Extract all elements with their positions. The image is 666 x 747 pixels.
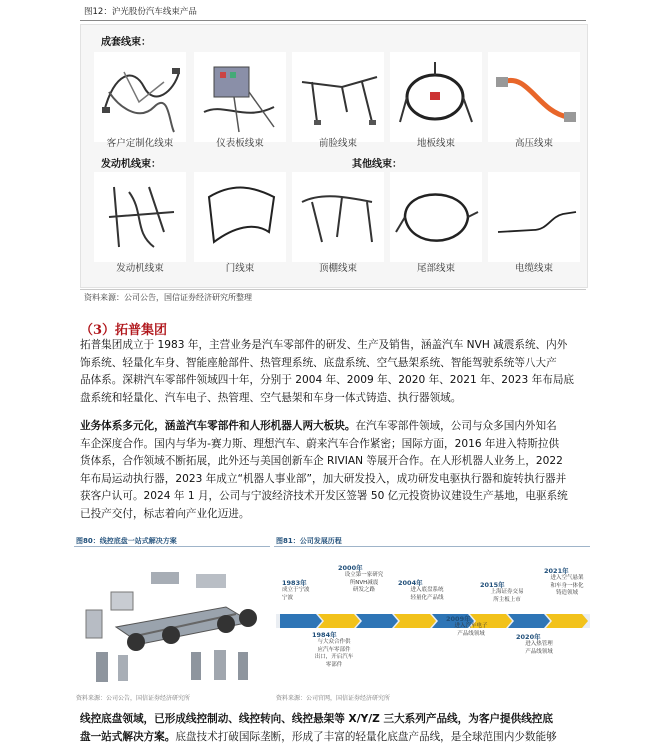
paragraph-line: 品体系。深耕汽车零部件领域四十年，分别于 2004 年、2009 年、2020 年、2021 年、2023 年布局底: [80, 374, 575, 387]
product-caption: 门线束: [225, 263, 255, 274]
figure-80-source: 资料来源：公司公告，国信证券经济研究所: [76, 695, 191, 702]
figure-81-source: 资料来源：公司官网，国信证券经济研究所: [276, 695, 391, 702]
timeline-year: 1983年: [282, 579, 307, 587]
product-caption: 顶棚线束: [318, 263, 357, 274]
product-image-cable-harness: [488, 172, 580, 262]
product-image-custom-harness: [94, 52, 186, 142]
bold-lead: 盘一站式解决方案。: [80, 730, 176, 743]
timeline-year: 2000年: [338, 564, 363, 572]
timeline-event: [516, 632, 562, 656]
section-label-engine-harness: 发动机线束：: [101, 159, 161, 170]
product-caption: 前脸线束: [318, 138, 357, 149]
product-image-tail-harness: [390, 172, 482, 262]
timeline-text: 上海证券交易 所主板上市: [490, 589, 524, 603]
product-image-roof-harness: [292, 172, 384, 262]
product-image-floor-harness: [390, 52, 482, 142]
timeline-event: [282, 578, 322, 602]
paragraph-line: 车企深度合作。国内与华为-赛力斯、理想汽车、蔚来汽车合作紧密；国际方面，2016 年进入特斯拉供: [80, 437, 560, 450]
timeline-year: 2021年: [544, 567, 569, 575]
paragraph-line: [80, 418, 568, 436]
product-caption: 客户定制化线束: [106, 138, 174, 149]
paragraph-line: 线控底盘领域，已形成线控制动、线控转向、线控悬架等 X/Y/Z 三大系列产品线，为客户提供线控底: [80, 713, 553, 725]
timeline-event: [446, 614, 496, 638]
figure-source: 资料来源：公司公告，国信证券经济研究所整理: [84, 293, 252, 302]
timeline-text: 进入汽车电子 产品线领域: [454, 623, 488, 637]
timeline-text: 设立第一家研究 所NVH减震 研发之路: [344, 572, 384, 593]
timeline-event: [312, 630, 356, 669]
paragraph-company-intro: [80, 337, 574, 407]
product-image-door-harness: [194, 172, 286, 262]
product-image-high-voltage-harness: [488, 52, 580, 142]
timeline-year: 2004年: [398, 579, 423, 587]
timeline-event: [338, 563, 390, 595]
figure-81-title: 图81：公司发展历程: [276, 537, 342, 545]
paragraph-text: 底盘技术打破国际垄断，形成了丰富的轻量化底盘产品线，是全球范围内少数能够: [175, 730, 557, 743]
paragraph-business: [80, 418, 568, 524]
section-label-other-harness: 其他线束：: [352, 159, 402, 170]
paragraph-line: 年布局运动执行器，2023 年成立“机器人事业部”，加大研发投入，成功研发电驱执行器和旋转执行器并: [80, 472, 567, 485]
figure-81-rule: [274, 546, 590, 547]
timeline-year: 1984年: [312, 631, 337, 639]
timeline-year: 2009年: [446, 615, 471, 623]
paragraph-line: 获客户认可。2024 年 1 月，公司与宁波经济技术开发区签署 50 亿元投资协议建设生产基地，电驱系统: [80, 490, 568, 503]
figure-80-title: 图80：线控底盘一站式解决方案: [76, 537, 177, 545]
product-caption: 高压线束: [514, 138, 553, 149]
section-label-complete-harness: 成套线束：: [101, 37, 151, 48]
timeline-event: [398, 578, 456, 602]
product-image-front-harness: [292, 52, 384, 142]
product-caption: 仪表板线束: [216, 138, 264, 149]
caption-rule: [80, 20, 586, 21]
timeline-chart: [276, 552, 590, 692]
product-caption: 电缆线束: [514, 263, 553, 274]
timeline-year: 2020年: [516, 633, 541, 641]
figure-caption: 图12：沪光股份汽车线束产品: [84, 7, 197, 17]
timeline-event: [544, 566, 590, 598]
timeline-text: 进入底盘系统 轻量化产品线: [410, 587, 444, 601]
product-image-instrument-panel-harness: [194, 52, 286, 142]
timeline-text: 进入热管理 产品线领域: [525, 641, 553, 655]
paragraph-line: 盘系统和轻量化、汽车电子、热管理、空气悬架和车身一体式铸造、执行器领域。: [80, 391, 462, 404]
figure-80-rule: [74, 546, 270, 547]
timeline-event: [480, 580, 534, 604]
paragraph-line: 货体系，合作领域不断拓展，此外还与美国创新车企 RIVIAN 等展开合作。在人形机器人业务上，2022: [80, 455, 563, 468]
timeline-text: 与大众合作供 应汽车零部件 出口，开启汽车 零部件: [314, 639, 354, 668]
paragraph-chassis: [80, 711, 557, 746]
paragraph-line: 拓普集团成立于 1983 年，主营业务是汽车零部件的研发、生产及销售，涵盖汽车 NVH 减震系统、内外: [80, 339, 568, 351]
product-caption: 地板线束: [416, 138, 455, 149]
paragraph-line: [80, 729, 557, 747]
chassis-diagram: [76, 552, 268, 692]
timeline-text: 成立于宁波 宁波: [282, 587, 310, 601]
bold-lead: 业务体系多元化，涵盖汽车零部件和人形机器人两大板块。: [80, 420, 356, 432]
paragraph-line: 饰系统、轻量化车身、智能座舱部件、热管理系统、底盘系统、空气悬架系统、智能驾驶系统等八大产: [80, 356, 557, 369]
paragraph-text: 在汽车零部件领域，公司与众多国内外知名: [355, 420, 557, 432]
timeline-svg: [276, 552, 590, 692]
paragraph-line: 已投产交付，标志着向产业化迈进。: [80, 507, 250, 520]
product-image-engine-harness: [94, 172, 186, 262]
product-caption: 尾部线束: [416, 263, 455, 274]
timeline-text: 进入空气悬架 和车身一体化 铸造领域: [550, 575, 584, 596]
product-caption: 发动机线束: [116, 263, 164, 274]
section-heading: （3）拓普集团: [80, 323, 168, 338]
timeline-year: 2015年: [480, 581, 505, 589]
source-rule: [80, 289, 586, 290]
